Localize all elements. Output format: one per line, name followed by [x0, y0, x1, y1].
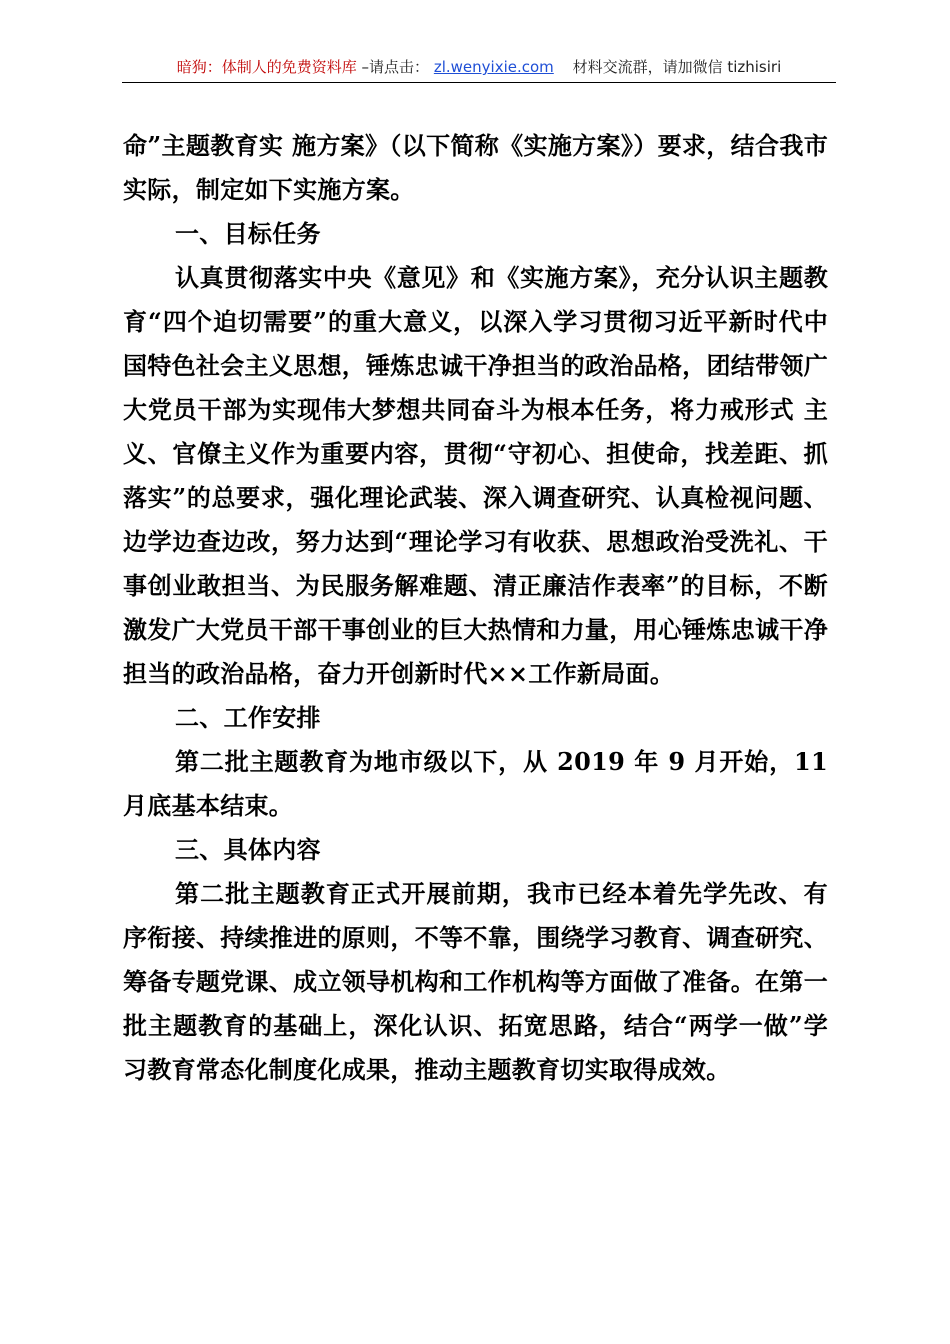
document-body	[123, 124, 828, 1092]
paragraph-content: 第二批主题教育正式开展前期，我市已经本着先学先改、有序衔接、持续推进的原则，不等不靠，围绕学习教育、调查研究、筹备专题党课、成立领导机构和工作机构等方面做了准备。在第一批主题教育的基础上，深化认识、拓宽思路，结合“两学一做”学习教育常态化制度化成果，推动主题教育切实取得成效。	[123, 879, 828, 1084]
header-prompt: –请点击：	[361, 58, 430, 76]
section-heading-content: 三、具体内容	[175, 835, 321, 864]
header-link[interactable]: zl.wenyixie.com	[433, 58, 554, 76]
paragraph-intro: 命”主题教育实 施方案》（以下简称《实施方案》）要求，结合我市实际，制定如下实施方案。	[123, 131, 828, 204]
paragraph-schedule: 第二批主题教育为地市级以下，从 2019 年 9 月开始，11 月底基本结束。	[123, 747, 828, 820]
header-contact: 材料交流群，请加微信 tizhisiri	[572, 58, 782, 76]
paragraph-goals: 认真贯彻落实中央《意见》和《实施方案》，充分认识主题教育“四个迫切需要”的重大意义，以深入学习贯彻习近平新时代中国特色社会主义思想，锤炼忠诚干净担当的政治品格，团结带领广大党员干部为实现伟大梦想共同奋斗为根本任务，将力戒形式 主义、官僚主义作为重要内容，贯彻“守初心、担使命，找差距、抓落实”的总要求，强化理论武装、深入调查研究、认真检视问题、边学边查边改，努力达到“理论学习有收获、思想政治受洗礼、干事创业敢担当、为民服务解难题、清正廉洁作表率”的目标，不断激发广大党员干部干事创业的巨大热情和力量，用心锤炼忠诚干净 担当的政治品格，奋力开创新时代××工作新局面。	[123, 263, 828, 688]
page-header	[122, 52, 836, 83]
section-heading-goals: 一、目标任务	[175, 219, 321, 248]
header-site-name: 暗狗：体制人的免费资料库	[176, 58, 357, 76]
section-heading-schedule: 二、工作安排	[175, 703, 321, 732]
